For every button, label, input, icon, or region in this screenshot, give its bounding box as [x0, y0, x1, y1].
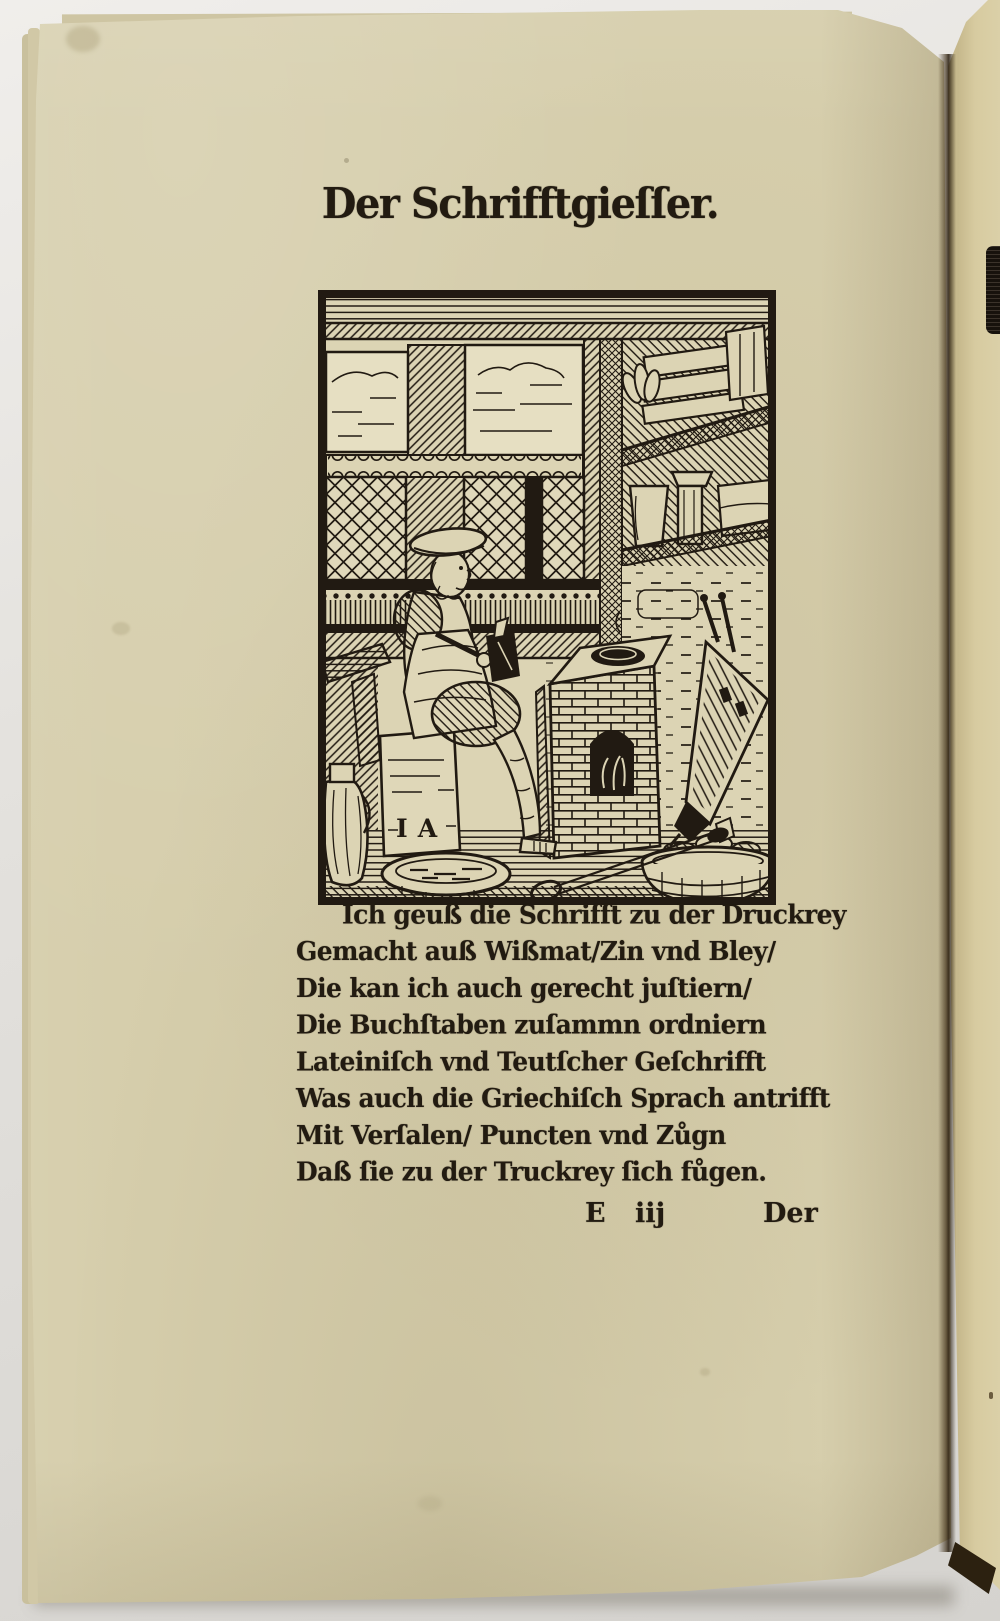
paper-stain — [112, 622, 130, 635]
poem-line: Gemacht auß Wißmat/Zin vnd Bley/ — [296, 935, 776, 967]
seat-block — [380, 730, 460, 856]
facing-page-woodcut-edge — [986, 246, 1000, 334]
paper-stain — [700, 1368, 710, 1376]
poem-line: Die kan ich auch gerecht juſtiern/ — [296, 972, 752, 1004]
poem-line: Daß ſie zu der Truckrey ſich fůgen. — [296, 1156, 767, 1187]
paper-stain — [66, 26, 100, 52]
signature-mark: E iij — [585, 1198, 666, 1229]
book-gutter — [938, 54, 956, 1552]
page-title: Der Schrifftgieſſer. — [321, 178, 719, 229]
poem-line: Was auch die Griechiſch Sprach antrifft — [296, 1082, 830, 1114]
paper-speck — [344, 158, 349, 163]
corner-post — [600, 339, 622, 658]
poem-line: Lateiniſch vnd Teutſcher Geſchrifft — [296, 1046, 766, 1077]
woodcut-illustration — [318, 290, 776, 905]
poem-line: Ich geuß die Schrifft zu der Druckrey — [342, 899, 846, 930]
shelves — [619, 326, 772, 658]
poem-line: Mit Verſalen/ Puncten vnd Zůgn — [296, 1119, 726, 1151]
poem-line: Die Buchſtaben zuſammn ordniern — [296, 1009, 767, 1040]
poem — [296, 896, 846, 1190]
ceiling — [322, 294, 772, 339]
paper-speck — [989, 1392, 993, 1399]
paper-stain — [418, 1496, 442, 1511]
catchword: Der — [763, 1198, 818, 1229]
artist-monogram: IA — [396, 814, 448, 843]
